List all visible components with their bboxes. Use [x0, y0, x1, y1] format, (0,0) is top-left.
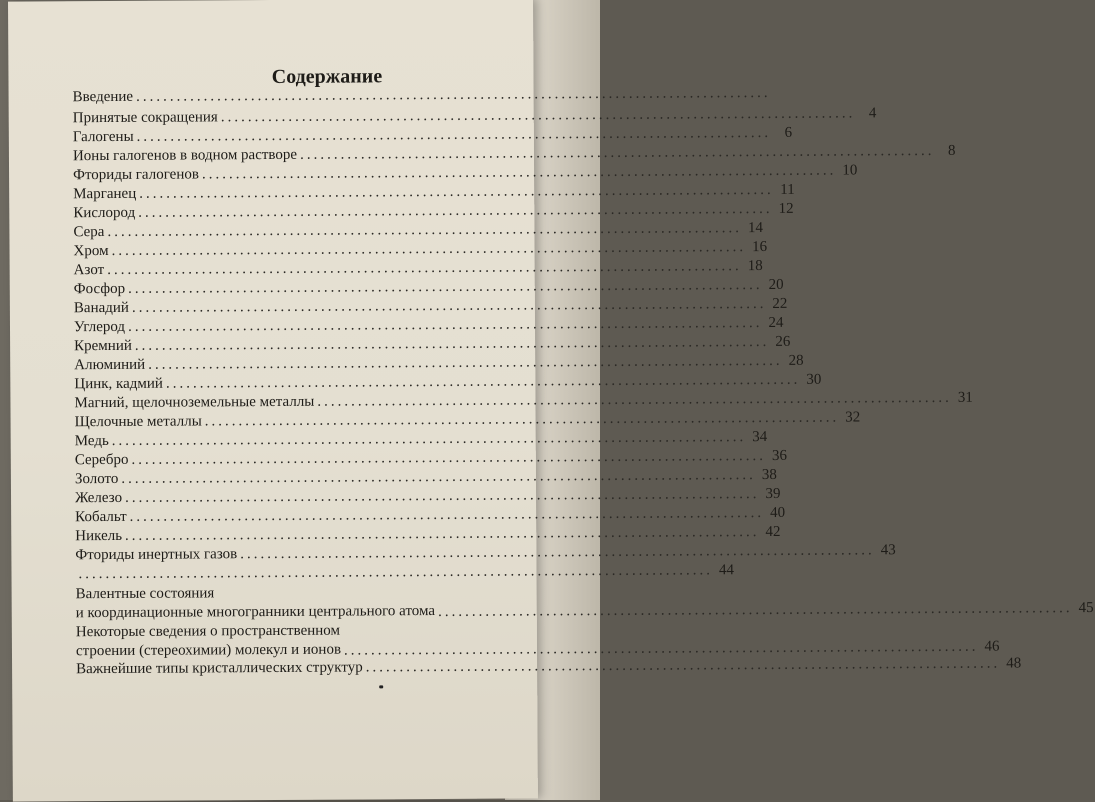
- toc-entry: [76, 658, 552, 680]
- toc-entry-title: Кремний: [74, 338, 132, 355]
- toc-entry-title: Железо: [75, 490, 122, 507]
- toc-entry-page: 28: [786, 353, 804, 370]
- toc-entry-title: Ионы галогенов в водном растворе: [73, 147, 297, 165]
- ink-speck: [379, 685, 383, 688]
- toc-entry-page: 11: [777, 182, 795, 199]
- dot-leader: ..............................................................................................: [107, 258, 742, 279]
- toc-entry-page: 4: [858, 105, 876, 122]
- dot-leader: ..............................................................................................: [202, 163, 837, 184]
- dot-leader: ..............................................................................................: [148, 353, 783, 374]
- toc-entry-page: 48: [1003, 655, 1021, 672]
- toc-entry-page: 34: [749, 429, 767, 446]
- toc-entry-title: Кобальт: [75, 509, 127, 526]
- toc-entry-page: 26: [772, 334, 790, 351]
- toc-entry-title: Алюминий: [74, 357, 145, 374]
- toc-entry-page: 6: [774, 125, 792, 142]
- toc-entry-multiline: [76, 620, 552, 661]
- dot-leader: ..............................................................................................: [438, 600, 1073, 621]
- dot-leader: ..............................................................................................: [131, 448, 766, 469]
- toc-entry-page: 24: [765, 315, 783, 332]
- toc-entry-page: 8: [937, 143, 955, 160]
- toc-entry-page: 46: [981, 639, 999, 656]
- dot-leader: ..............................................................................................: [135, 334, 770, 355]
- toc-entry-page: 32: [842, 409, 860, 426]
- toc-entry-multiline: [76, 582, 552, 623]
- toc-entry-page: 39: [762, 486, 780, 503]
- toc-entry-page: 44: [716, 562, 734, 579]
- toc-entry-title: Галогены: [73, 129, 134, 146]
- dot-leader: ..............................................................................................: [125, 524, 760, 545]
- toc-entry-title: Цинк, кадмий: [74, 376, 163, 394]
- toc-entry-title-line2: строении (стереохимии) молекул и ионов: [76, 641, 341, 662]
- toc-entry-title: Ванадий: [74, 300, 129, 317]
- dot-leader: ..............................................................................................: [138, 201, 773, 222]
- dot-leader: ..............................................................................................: [166, 372, 801, 393]
- toc-entry-title: Углерод: [74, 319, 125, 336]
- dot-leader: ..............................................................................................: [300, 143, 935, 164]
- toc-entry-title: [76, 622, 341, 662]
- toc-entry-title: [76, 583, 436, 623]
- dot-leader: ..............................................................................................: [344, 639, 979, 660]
- dot-leader: ..............................................................................................: [121, 467, 756, 488]
- toc-entry-title: Щелочные металлы: [75, 413, 202, 431]
- dot-leader: ..............................................................................................: [221, 105, 856, 126]
- toc-entry-title: Магний, щелочноземельные металлы: [74, 394, 314, 412]
- dot-leader: ..............................................................................................: [205, 410, 840, 431]
- toc-entry-page: 40: [767, 505, 785, 522]
- dot-leader: ..............................................................................................: [112, 429, 747, 450]
- dot-leader: ..............................................................................................: [366, 656, 1001, 677]
- toc-entry-title-line1: Валентные состояния: [76, 583, 435, 604]
- toc-entry-page: 36: [769, 448, 787, 465]
- page-title: Содержание: [64, 64, 589, 90]
- book-page: [8, 0, 538, 802]
- toc-entry-title: Важнейшие типы кристаллических структур: [76, 659, 363, 678]
- toc-entry-title: Медь: [75, 433, 109, 450]
- dot-leader: ..............................................................................................: [130, 505, 765, 526]
- toc-entry-page: 43: [878, 542, 896, 559]
- toc-entry-title-line1: Некоторые сведения о пространственном: [76, 622, 341, 643]
- dot-leader: ..............................................................................................: [317, 390, 952, 411]
- dot-leader: ..............................................................................................: [125, 486, 760, 507]
- toc-entry-title: Введение: [73, 89, 134, 106]
- toc-entry-title: Принятые сокращения: [73, 109, 218, 127]
- dot-leader: ..............................................................................................: [112, 239, 747, 260]
- toc-entry-page: 10: [839, 162, 857, 179]
- dot-leader: ..............................................................................................: [128, 315, 763, 336]
- toc-entry-title: Азот: [74, 262, 105, 279]
- toc-entry-title: Фосфор: [74, 281, 125, 298]
- toc-entry: [73, 86, 549, 110]
- toc-entry-title: Золото: [75, 471, 119, 488]
- toc-entry-title: Хром: [73, 243, 108, 260]
- toc-entry-page: 22: [769, 296, 787, 313]
- toc-entry-page: 20: [765, 277, 783, 294]
- toc-entry-page: 16: [749, 239, 767, 256]
- dot-leader: ..............................................................................................: [139, 182, 774, 203]
- toc-entry-title: Никель: [75, 528, 122, 545]
- toc-entry-page: 14: [745, 220, 763, 237]
- dot-leader: ..............................................................................................: [240, 542, 875, 563]
- dot-leader: ..............................................................................................: [78, 562, 713, 583]
- toc-entry-page: 12: [776, 201, 794, 218]
- toc-entry-title: Кислород: [73, 205, 135, 222]
- toc-entry-title: Фториды галогенов: [73, 166, 199, 184]
- dot-leader: ..............................................................................................: [128, 277, 763, 298]
- dot-leader: ..............................................................................................: [132, 296, 767, 317]
- toc-entry-page: 31: [955, 390, 973, 407]
- dot-leader: ..............................................................................................: [107, 220, 742, 241]
- toc-entry-page: 42: [762, 524, 780, 541]
- toc-entry-page: 18: [745, 258, 763, 275]
- toc-entry-page: 38: [759, 467, 777, 484]
- table-of-contents: [73, 86, 553, 680]
- toc-entry-page: 45: [1075, 600, 1093, 617]
- toc-entry-page: 30: [803, 372, 821, 389]
- toc-entry-title: Серебро: [75, 452, 129, 469]
- dot-leader: ..............................................................................................: [136, 85, 771, 106]
- toc-entry-title: Марганец: [73, 186, 136, 203]
- toc-entry-title-line2: и координационные многогранники центрального атома: [76, 602, 435, 623]
- dot-leader: ..............................................................................................: [137, 125, 772, 146]
- toc-entry-title: Фториды инертных газов: [75, 546, 237, 564]
- toc-entry-title: Сера: [73, 224, 104, 241]
